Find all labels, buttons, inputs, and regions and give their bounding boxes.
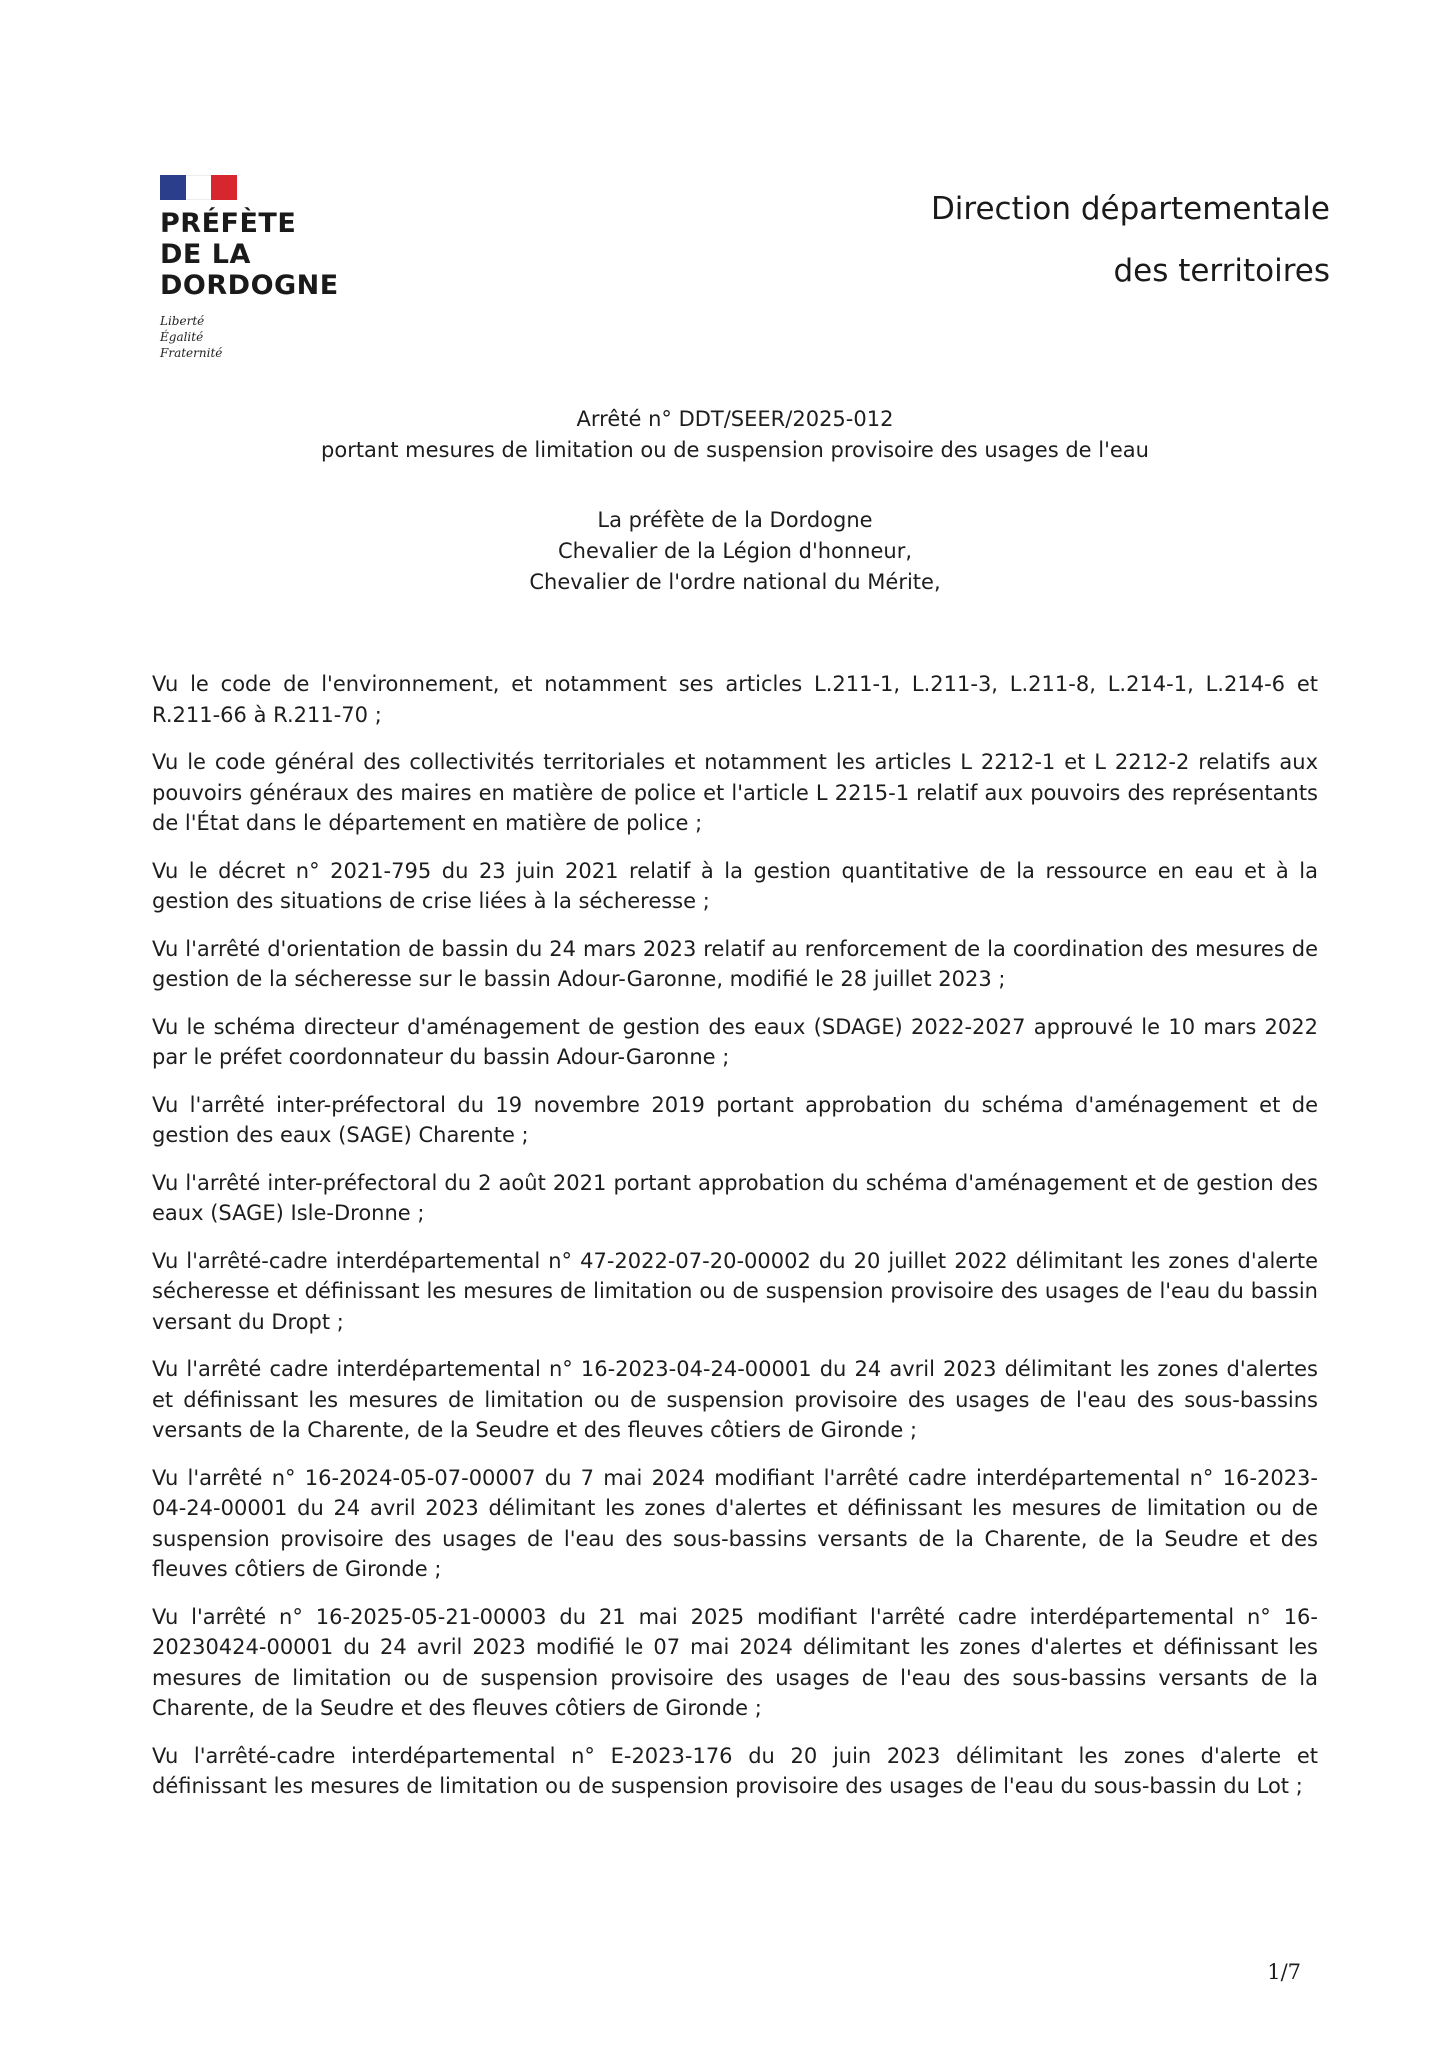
visa-paragraph: Vu l'arrêté d'orientation de bassin du 24 mars 2023 relatif au renforcement de la coordination des mesures de gestion de la sécheresse sur le bassin Adour-Garonne, modifié le 28 juillet 2023 ; <box>152 936 1318 991</box>
signatory <box>140 505 1330 598</box>
visa-paragraph: Vu l'arrêté inter-préfectoral du 2 août 2021 portant approbation du schéma d'aménagement et de gestion des eaux (SAGE) Isle-Dronne ; <box>152 1170 1318 1225</box>
decree-subject: portant mesures de limitation ou de suspension provisoire des usages de l'eau <box>321 438 1149 462</box>
direction-line: des territoires <box>1113 253 1330 289</box>
visa-paragraph: Vu le code de l'environnement, et notamment ses articles L.211-1, L.211-3, L.211-8, L.214-1, L.214-6 et R.211-66 à R.211-70 ; <box>152 672 1318 727</box>
visa-paragraph: Vu le schéma directeur d'aménagement de gestion des eaux (SDAGE) 2022-2027 approuvé le 10 mars 2022 par le préfet coordonnateur du bassin Adour-Garonne ; <box>152 1014 1318 1069</box>
republic-motto <box>160 313 360 361</box>
decree-title <box>140 404 1330 466</box>
visa-paragraph: Vu l'arrêté-cadre interdépartemental n° E-2023-176 du 20 juin 2023 délimitant les zones d'alerte et définissant les mesures de limitation ou de suspension provisoire des usages de l'eau du sous-bassin du Lot ; <box>152 1743 1318 1798</box>
visa-paragraph: Vu l'arrêté cadre interdépartemental n° 16-2023-04-24-00001 du 24 avril 2023 délimitant les zones d'alertes et définissant les mesures de limitation ou de suspension provisoire des usages de l'eau des sous-bassins versants de la Charente, de la Seudre et des fleuves côtiers de Gironde ; <box>152 1357 1318 1442</box>
visa-paragraph: Vu l'arrêté-cadre interdépartemental n° 47-2022-07-20-00002 du 20 juillet 2022 délimitant les zones d'alerte sécheresse et définissant les mesures de limitation ou de suspension provisoire des usages de l'eau du bassin versant du Dropt ; <box>152 1248 1318 1334</box>
motto-line: Liberté <box>160 314 205 328</box>
prefecture-name-line: DE LA <box>160 239 251 270</box>
direction-line: Direction départementale <box>930 191 1330 227</box>
motto-line: Égalité <box>160 330 204 344</box>
visa-paragraph: Vu l'arrêté inter-préfectoral du 19 novembre 2019 portant approbation du schéma d'aménagement et de gestion des eaux (SAGE) Charente ; <box>152 1092 1318 1147</box>
prefecture-name <box>160 208 360 301</box>
visas-section <box>152 669 1318 1819</box>
motto-line: Fraternité <box>160 346 223 360</box>
visa-paragraph: Vu l'arrêté n° 16-2025-05-21-00003 du 21 mai 2025 modifiant l'arrêté cadre interdépartemental n° 16-20230424-00001 du 24 avril 2023 modifié le 07 mai 2024 délimitant les zones d'alertes et définissant les mesures de limitation ou de suspension provisoire des usages de l'eau des sous-bassins versants de la Charente, de la Seudre et des fleuves côtiers de Gironde ; <box>152 1604 1318 1720</box>
prefecture-logo <box>160 175 360 361</box>
signatory-line: La préfète de la Dordogne <box>597 508 873 532</box>
visa-paragraph: Vu l'arrêté n° 16-2024-05-07-00007 du 7 mai 2024 modifiant l'arrêté cadre interdépartemental n° 16-2023-04-24-00001 du 24 avril 2023 délimitant les zones d'alertes et définissant les mesures de limitation ou de suspension provisoire des usages de l'eau des sous-bassins versants de la Charente, de la Seudre et des fleuves côtiers de Gironde ; <box>152 1465 1318 1581</box>
issuing-direction <box>931 178 1330 302</box>
signatory-line: Chevalier de l'ordre national du Mérite, <box>529 570 941 594</box>
page-number: 1/7 <box>1267 1960 1301 1984</box>
decree-number: Arrêté n° DDT/SEER/2025-012 <box>576 407 894 431</box>
prefecture-name-line: DORDOGNE <box>160 270 339 301</box>
visa-paragraph: Vu le code général des collectivités territoriales et notamment les articles L 2212-1 et L 2212-2 relatifs aux pouvoirs généraux des maires en matière de police et l'article L 2215-1 relatif aux pouvoirs des représentants de l'État dans le département en matière de police ; <box>152 750 1318 835</box>
signatory-line: Chevalier de la Légion d'honneur, <box>557 539 913 563</box>
marianne-flag-icon <box>160 175 237 200</box>
prefecture-name-line: PRÉFÈTE <box>160 208 297 239</box>
visa-paragraph: Vu le décret n° 2021-795 du 23 juin 2021 relatif à la gestion quantitative de la ressource en eau et à la gestion des situations de crise liées à la sécheresse ; <box>152 858 1318 913</box>
